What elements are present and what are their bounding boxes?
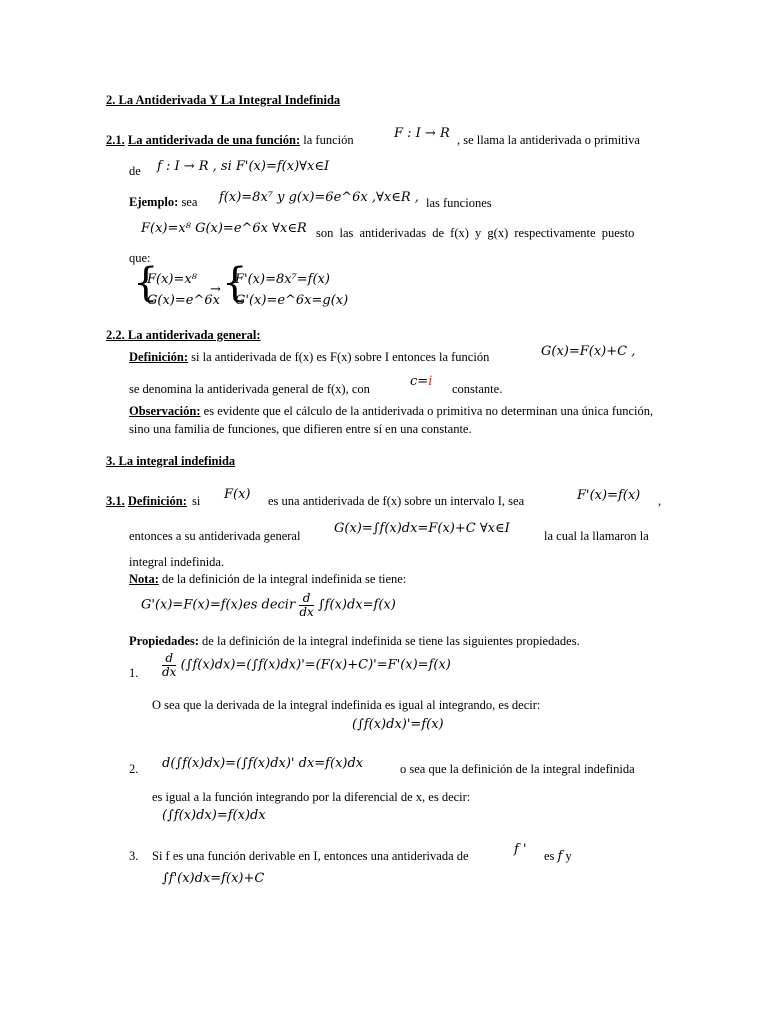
properties-line	[129, 634, 580, 649]
note-math	[141, 592, 396, 618]
arrow-icon: →	[210, 282, 221, 297]
math-expression: G'(x)=e^6x=g(x)	[235, 293, 349, 308]
frac-den: dx	[299, 604, 314, 619]
property-2-number: 2.	[129, 762, 139, 776]
body-text: la función	[303, 133, 354, 147]
body-text: si la antiderivada de f(x) es F(x) sobre I entonces la función	[191, 350, 490, 364]
math-expression: F : I → R	[394, 126, 450, 141]
math-i: i	[428, 374, 433, 389]
math-expression: G(x)=F(x)+C ,	[541, 344, 636, 359]
body-text: de	[129, 164, 141, 178]
math-expression	[410, 374, 432, 390]
property-3-number: 3.	[129, 849, 139, 863]
body-text: la cual la llamaron la	[544, 529, 649, 543]
body-text: es igual a la función integrando por la diferencial de x, es decir:	[152, 790, 471, 804]
body-text: es	[544, 849, 555, 863]
math-c: c=	[410, 374, 429, 389]
example-label: Ejemplo:	[129, 195, 179, 209]
section-title: La antiderivada de una función:	[127, 133, 301, 147]
body-text: Si f es una función derivable en I, entonces una antiderivada de	[152, 849, 469, 863]
properties-label: Propiedades:	[129, 634, 199, 648]
body-text: se denomina la antiderivada general de f(x), con	[129, 382, 370, 396]
body-text: O sea que la derivada de la integral indefinida es igual al integrando, es decir:	[152, 698, 541, 712]
body-text: sea	[181, 195, 198, 209]
section-2-heading: 2. La Antiderivada Y La Integral Indefinida	[106, 93, 341, 107]
note-line	[129, 572, 406, 587]
math-expression: f	[557, 849, 563, 864]
math-expression: f '	[514, 842, 527, 857]
body-text: constante.	[452, 382, 503, 396]
observation-label: Observación:	[129, 404, 201, 418]
note-label: Nota:	[129, 572, 159, 586]
body-text: son las antiderivadas de f(x) y g(x) respectivamente puesto	[316, 226, 635, 240]
left-brace: {	[222, 260, 248, 306]
property-1-number: 1.	[129, 666, 139, 680]
math-expression: G(x)=∫f(x)dx=F(x)+C ∀x∈I	[334, 521, 510, 536]
section-number: 3.1.	[106, 494, 125, 508]
left-brace: {	[133, 260, 159, 306]
section-2-2-heading	[106, 328, 261, 343]
math-expression: f : I → R , si F'(x)=f(x)∀x∈I	[157, 159, 330, 174]
body-text: que:	[129, 251, 151, 265]
body-text: es evidente que el cálculo de la antiderivada o primitiva no determinan una única función, sino una familia de funciones, que difieren entre sí en una constante.	[129, 404, 654, 437]
property-1-math	[162, 652, 451, 678]
section-number: 2.2.	[106, 328, 125, 342]
frac-num: d	[302, 591, 311, 605]
section-3-1-line-1	[106, 494, 200, 509]
definition-line	[129, 350, 489, 365]
body-text: si	[192, 494, 201, 508]
body-text: y	[565, 849, 572, 863]
math-expression: ∫f'(x)dx=f(x)+C	[162, 871, 265, 886]
math-expression: (∫f(x)dx)=f(x)dx	[162, 808, 266, 823]
math-expression: F(x)=x⁸ G(x)=e^6x ∀x∈R	[141, 221, 307, 236]
definition-label: Definición:	[127, 494, 187, 508]
math-expression: F'(x)=f(x)	[577, 488, 641, 503]
fraction	[162, 652, 176, 678]
body-text: entonces a su antiderivada general	[129, 529, 301, 543]
math-expression: ∫f(x)dx=f(x)	[317, 597, 396, 613]
observation-paragraph	[129, 402, 669, 438]
definition-label: Definición:	[129, 350, 189, 364]
section-3-heading: 3. La integral indefinida	[106, 454, 236, 468]
section-2-1-line-1	[106, 133, 354, 148]
body-text: de la definición de la integral indefinida se tiene las siguientes propiedades.	[202, 634, 580, 648]
math-expression: F'(x)=8x⁷=f(x)	[235, 272, 330, 287]
body-text: de la definición de la integral indefinida se tiene:	[161, 572, 407, 586]
body-text: ,	[658, 494, 662, 508]
math-expression: F(x)=x⁸	[147, 272, 197, 287]
frac-num: d	[165, 651, 174, 665]
math-expression: d(∫f(x)dx)=(∫f(x)dx)' dx=f(x)dx	[162, 756, 364, 771]
math-expression: G'(x)=F(x)=f(x)es decir	[141, 597, 296, 613]
math-expression: f(x)=8x⁷ y g(x)=6e^6x ,∀x∈R ,	[219, 190, 419, 205]
math-expression: F(x)	[224, 487, 251, 502]
section-title: La antiderivada general:	[127, 328, 261, 342]
body-text: , se llama la antiderivada o primitiva	[457, 133, 640, 147]
math-expression: (∫f(x)dx)'=f(x)	[352, 717, 444, 732]
fraction	[299, 592, 313, 618]
frac-den: dx	[162, 664, 177, 679]
body-text: o sea que la definición de la integral indefinida	[400, 762, 635, 776]
example-line-label	[129, 195, 197, 210]
body-text: integral indefinida.	[129, 555, 225, 569]
math-expression: G(x)=e^6x	[147, 293, 220, 308]
section-number: 2.1.	[106, 133, 125, 147]
math-expression: (∫f(x)dx)=(∫f(x)dx)'=(F(x)+C)'=F'(x)=f(x)	[180, 657, 451, 673]
body-text: las funciones	[426, 196, 492, 210]
body-text: es una antiderivada de f(x) sobre un intervalo I, sea	[268, 494, 525, 508]
property-3-tail	[544, 849, 572, 865]
